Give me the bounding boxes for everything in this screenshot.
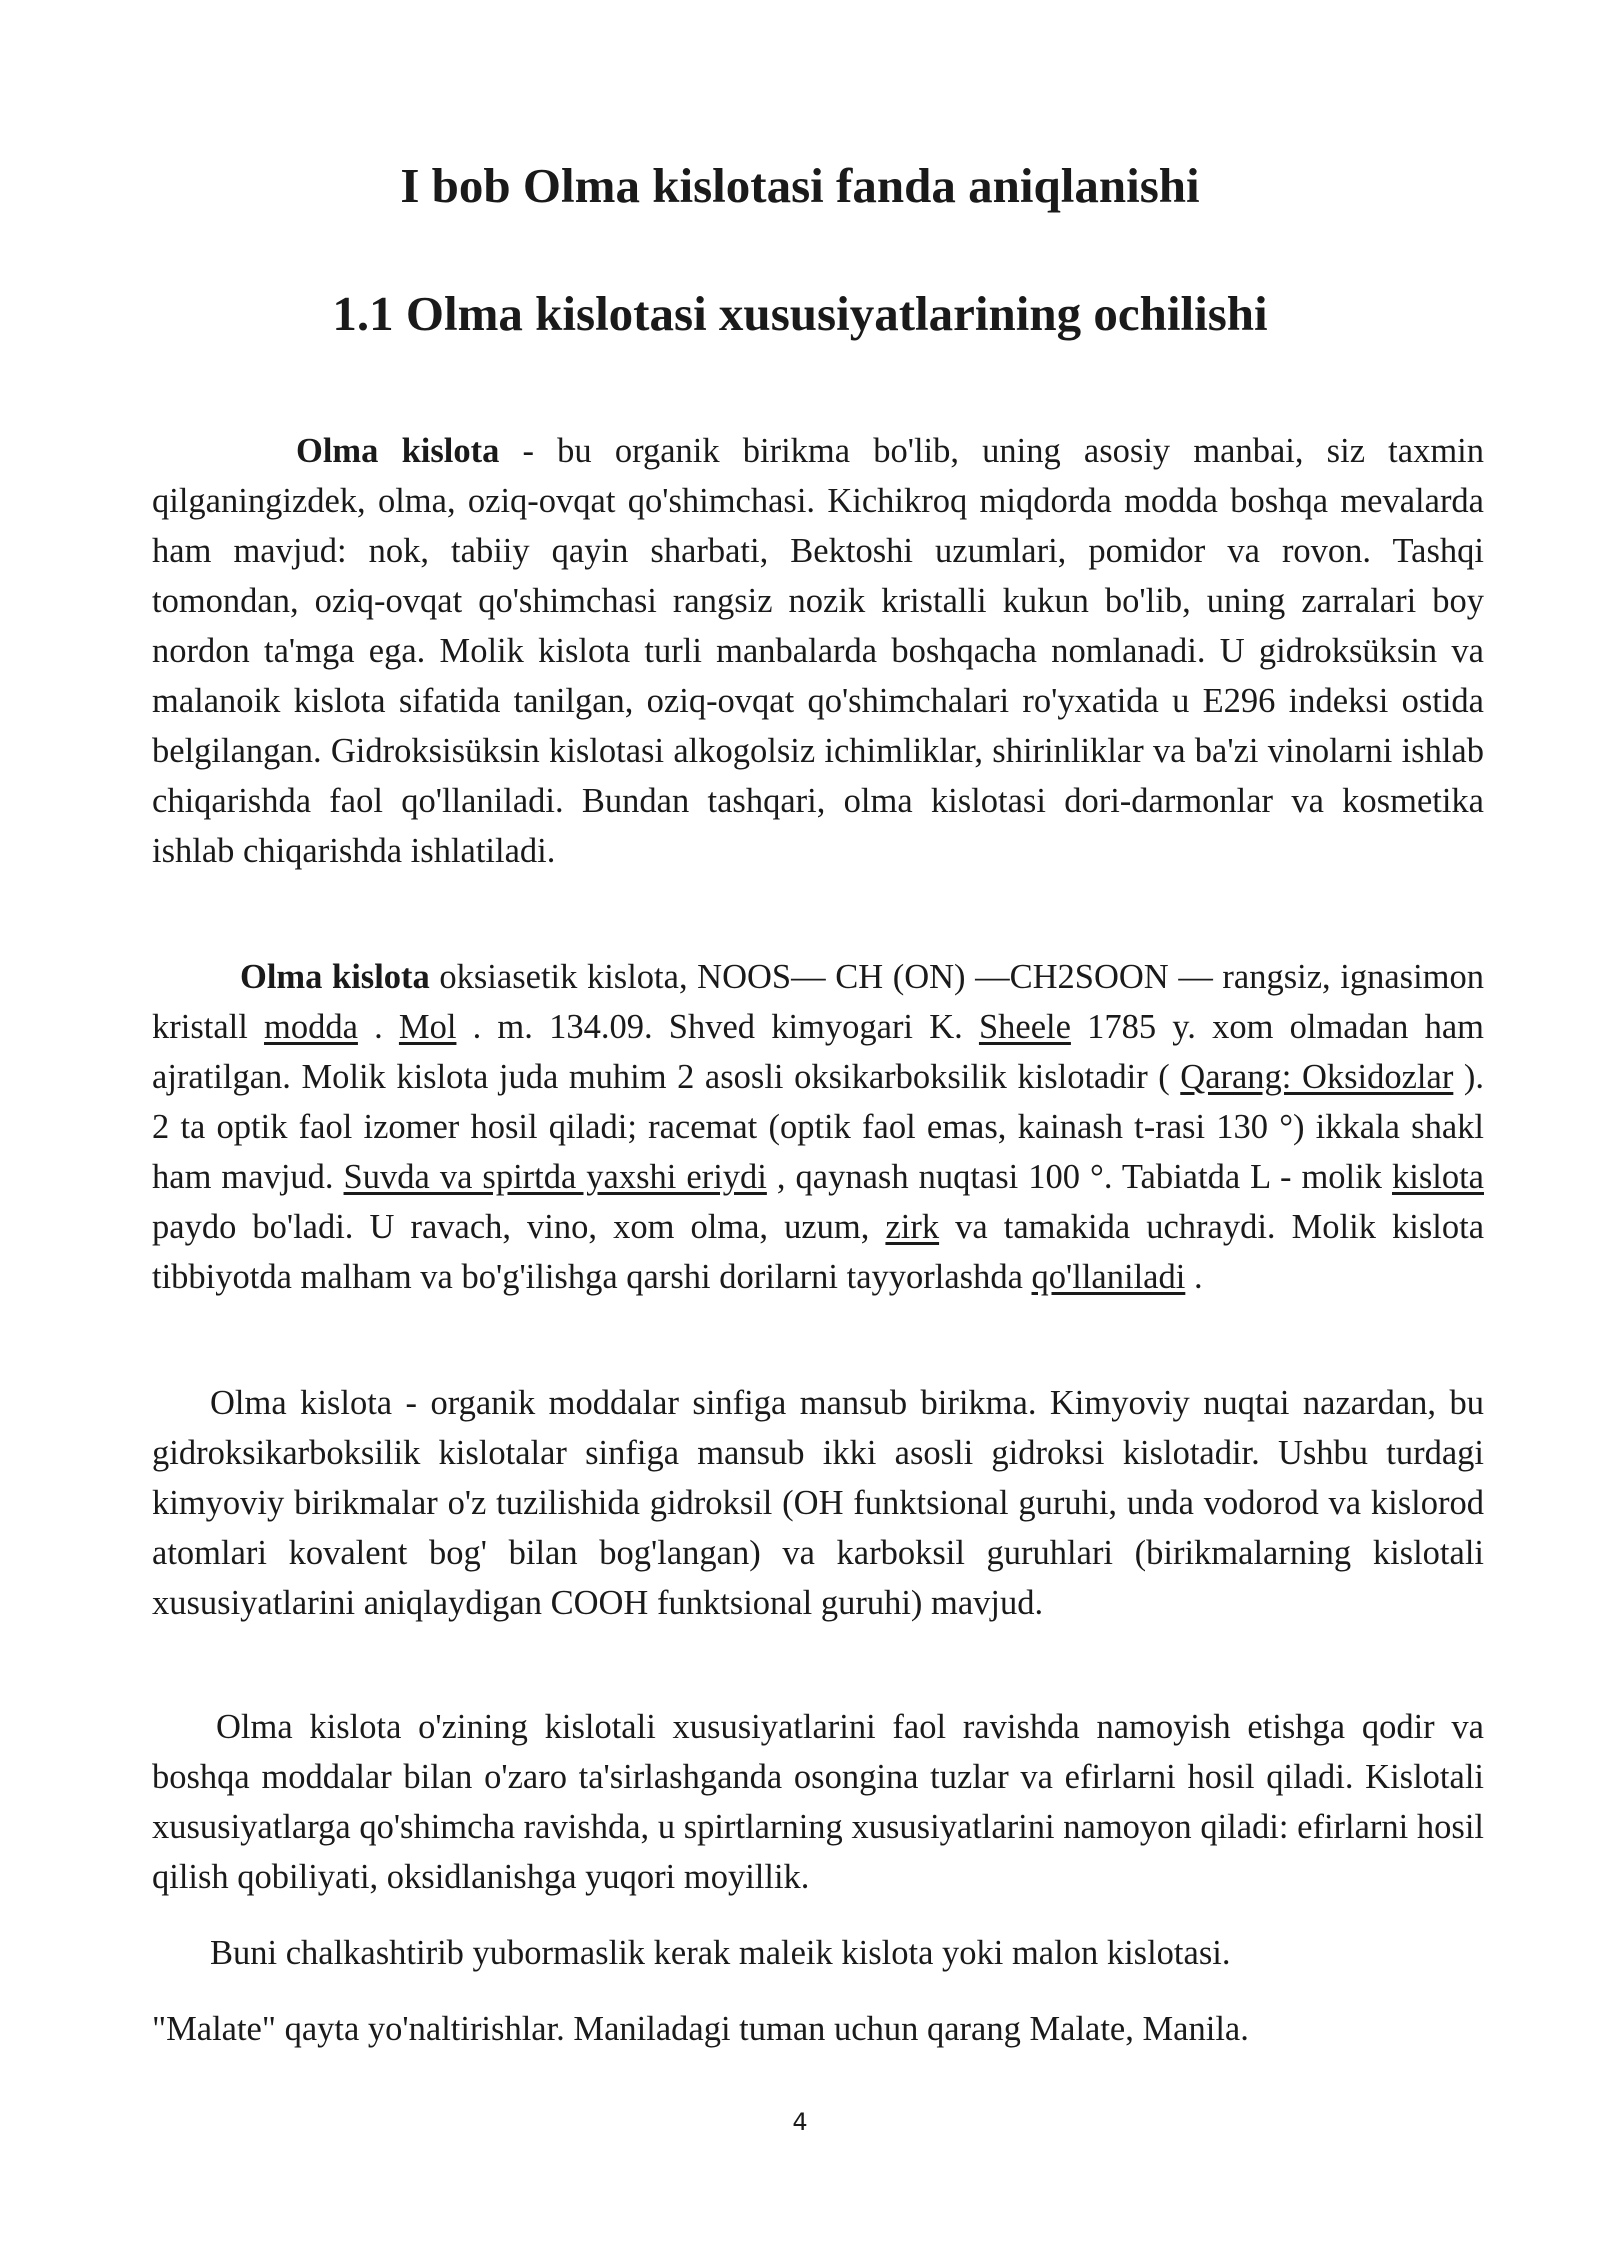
paragraph-1-text: - bu organik birikma bo'lib, uning asosiy manbai, siz taxmin qilganingizdek, olma, oziq-ovqat qo'shimchasi. Kichikroq miqdorda modda boshqa mevalarda ham mavjud: nok, tabiiy qayin sharbati, Bektoshi uzumlari, pomidor va rovon. Tashqi tomondan, oziq-ovqat qo'shimchasi rangsiz nozik kristalli kukun bo'lib, uning zarralari boy nordon ta'mga ega. Molik kislota turli manbalarda boshqacha nomlanadi. U gidroksüksin va malanoik kislota sifatida tanilgan, oziq-ovqat qo'shimchalari ro'yxatida u E296 indeksi ostida belgilangan. Gidroksisüksin kislotasi alkogolsiz ichimliklar, shirinliklar va ba'zi vinolarni ishlab chiqarishda faol qo'llaniladi. Bundan tashqari, olma kislotasi dori-darmonlar va kosmetika ishlab chiqarishda ishlatiladi.	[152, 432, 1484, 870]
link-sheele[interactable]: Sheele	[978, 1008, 1071, 1046]
link-qollaniladi[interactable]: qo'llaniladi	[1031, 1258, 1186, 1296]
paragraph-5: Buni chalkashtirib yubormaslik kerak maleik kislota yoki malon kislotasi.	[210, 1934, 1231, 1972]
paragraph-2-text-3: . m. 134.09. Shved kimyogari K.	[456, 1008, 979, 1046]
paragraph-2-text-2: .	[357, 1008, 399, 1046]
paragraph-2-text-1: oksiasetik kislota, NOOS— CH (ON) —CH2SOON — rangsiz, ignasimon kristall	[152, 958, 1484, 1046]
chapter-title: I bob Olma kislotasi fanda aniqlanishi	[400, 158, 1200, 213]
link-suvda-eriydi[interactable]: Suvda va spirtda yaxshi eriydi	[343, 1158, 767, 1196]
paragraph-2-text-8: va tamakida uchraydi. Molik kislota tibbiyotda malham va bo'g'ilishga qarshi dorilarni tayyorlashda	[152, 1208, 1485, 1296]
paragraph-2-text-4: 1785 y. xom olmadan ham ajratilgan. Molik kislota juda muhim 2 asosli oksikarboksilik kislotadir (	[152, 1008, 1485, 1096]
link-modda[interactable]: modda	[264, 1008, 358, 1046]
paragraph-4: Olma kislota o'zining kislotali xususiyatlarini faol ravishda namoyish etishga qodir va boshqa moddalar bilan o'zaro ta'sirlashganda osongina tuzlar va efirlarni hosil qiladi. Kislotali xususiyatlarga qo'shimcha ravishda, u spirtlarning xususiyatlarini namoyon qiladi: efirlarni hosil qilish qobiliyati, oksidlanishga yuqori moyillik.	[152, 1708, 1484, 1896]
term-olma-kislota: Olma kislota	[296, 432, 500, 470]
paragraph-2-text-6: , qaynash nuqtasi 100 °. Tabiatda L - molik	[766, 1158, 1392, 1196]
link-kislota[interactable]: kislota	[1392, 1158, 1484, 1196]
link-zirk[interactable]: zirk	[885, 1208, 940, 1246]
paragraph-2-text-7: paydo bo'ladi. U ravach, vino, xom olma, uzum,	[152, 1208, 886, 1246]
paragraph-1	[152, 426, 1484, 876]
paragraph-2-text-5: ). 2 ta optik faol izomer hosil qiladi; racemat (optik faol emas, kainash t-rasi 130 °) ikkala shakl ham mavjud.	[152, 1058, 1484, 1196]
link-oksidozlar[interactable]: Qarang: Oksidozlar	[1180, 1058, 1454, 1096]
paragraph-2-text-9: .	[1185, 1258, 1203, 1296]
term-olma-kislota-2: Olma kislota	[240, 958, 430, 996]
link-mol[interactable]: Mol	[398, 1008, 457, 1046]
paragraph-2	[152, 952, 1484, 1302]
paragraph-6: "Malate" qayta yo'naltirishlar. Maniladagi tuman uchun qarang Malate, Manila.	[152, 2010, 1249, 2048]
page-number: 4	[792, 2108, 808, 2136]
paragraph-3: Olma kislota - organik moddalar sinfiga mansub birikma. Kimyoviy nuqtai nazardan, bu gidroksikarboksilik kislotalar sinfiga mansub ikki asosli gidroksi kislotadir. Ushbu turdagi kimyoviy birikmalar o'z tuzilishida gidroksil (OH funktsional guruhi, unda vodorod va kislorod atomlari kovalent bog' bilan bog'langan) va karboksil guruhlari (birikmalarning kislotali xususiyatlarini aniqlaydigan COOH funktsional guruhi) mavjud.	[152, 1384, 1484, 1622]
section-title: 1.1 Olma kislotasi xususiyatlarining ochilishi	[332, 286, 1268, 341]
